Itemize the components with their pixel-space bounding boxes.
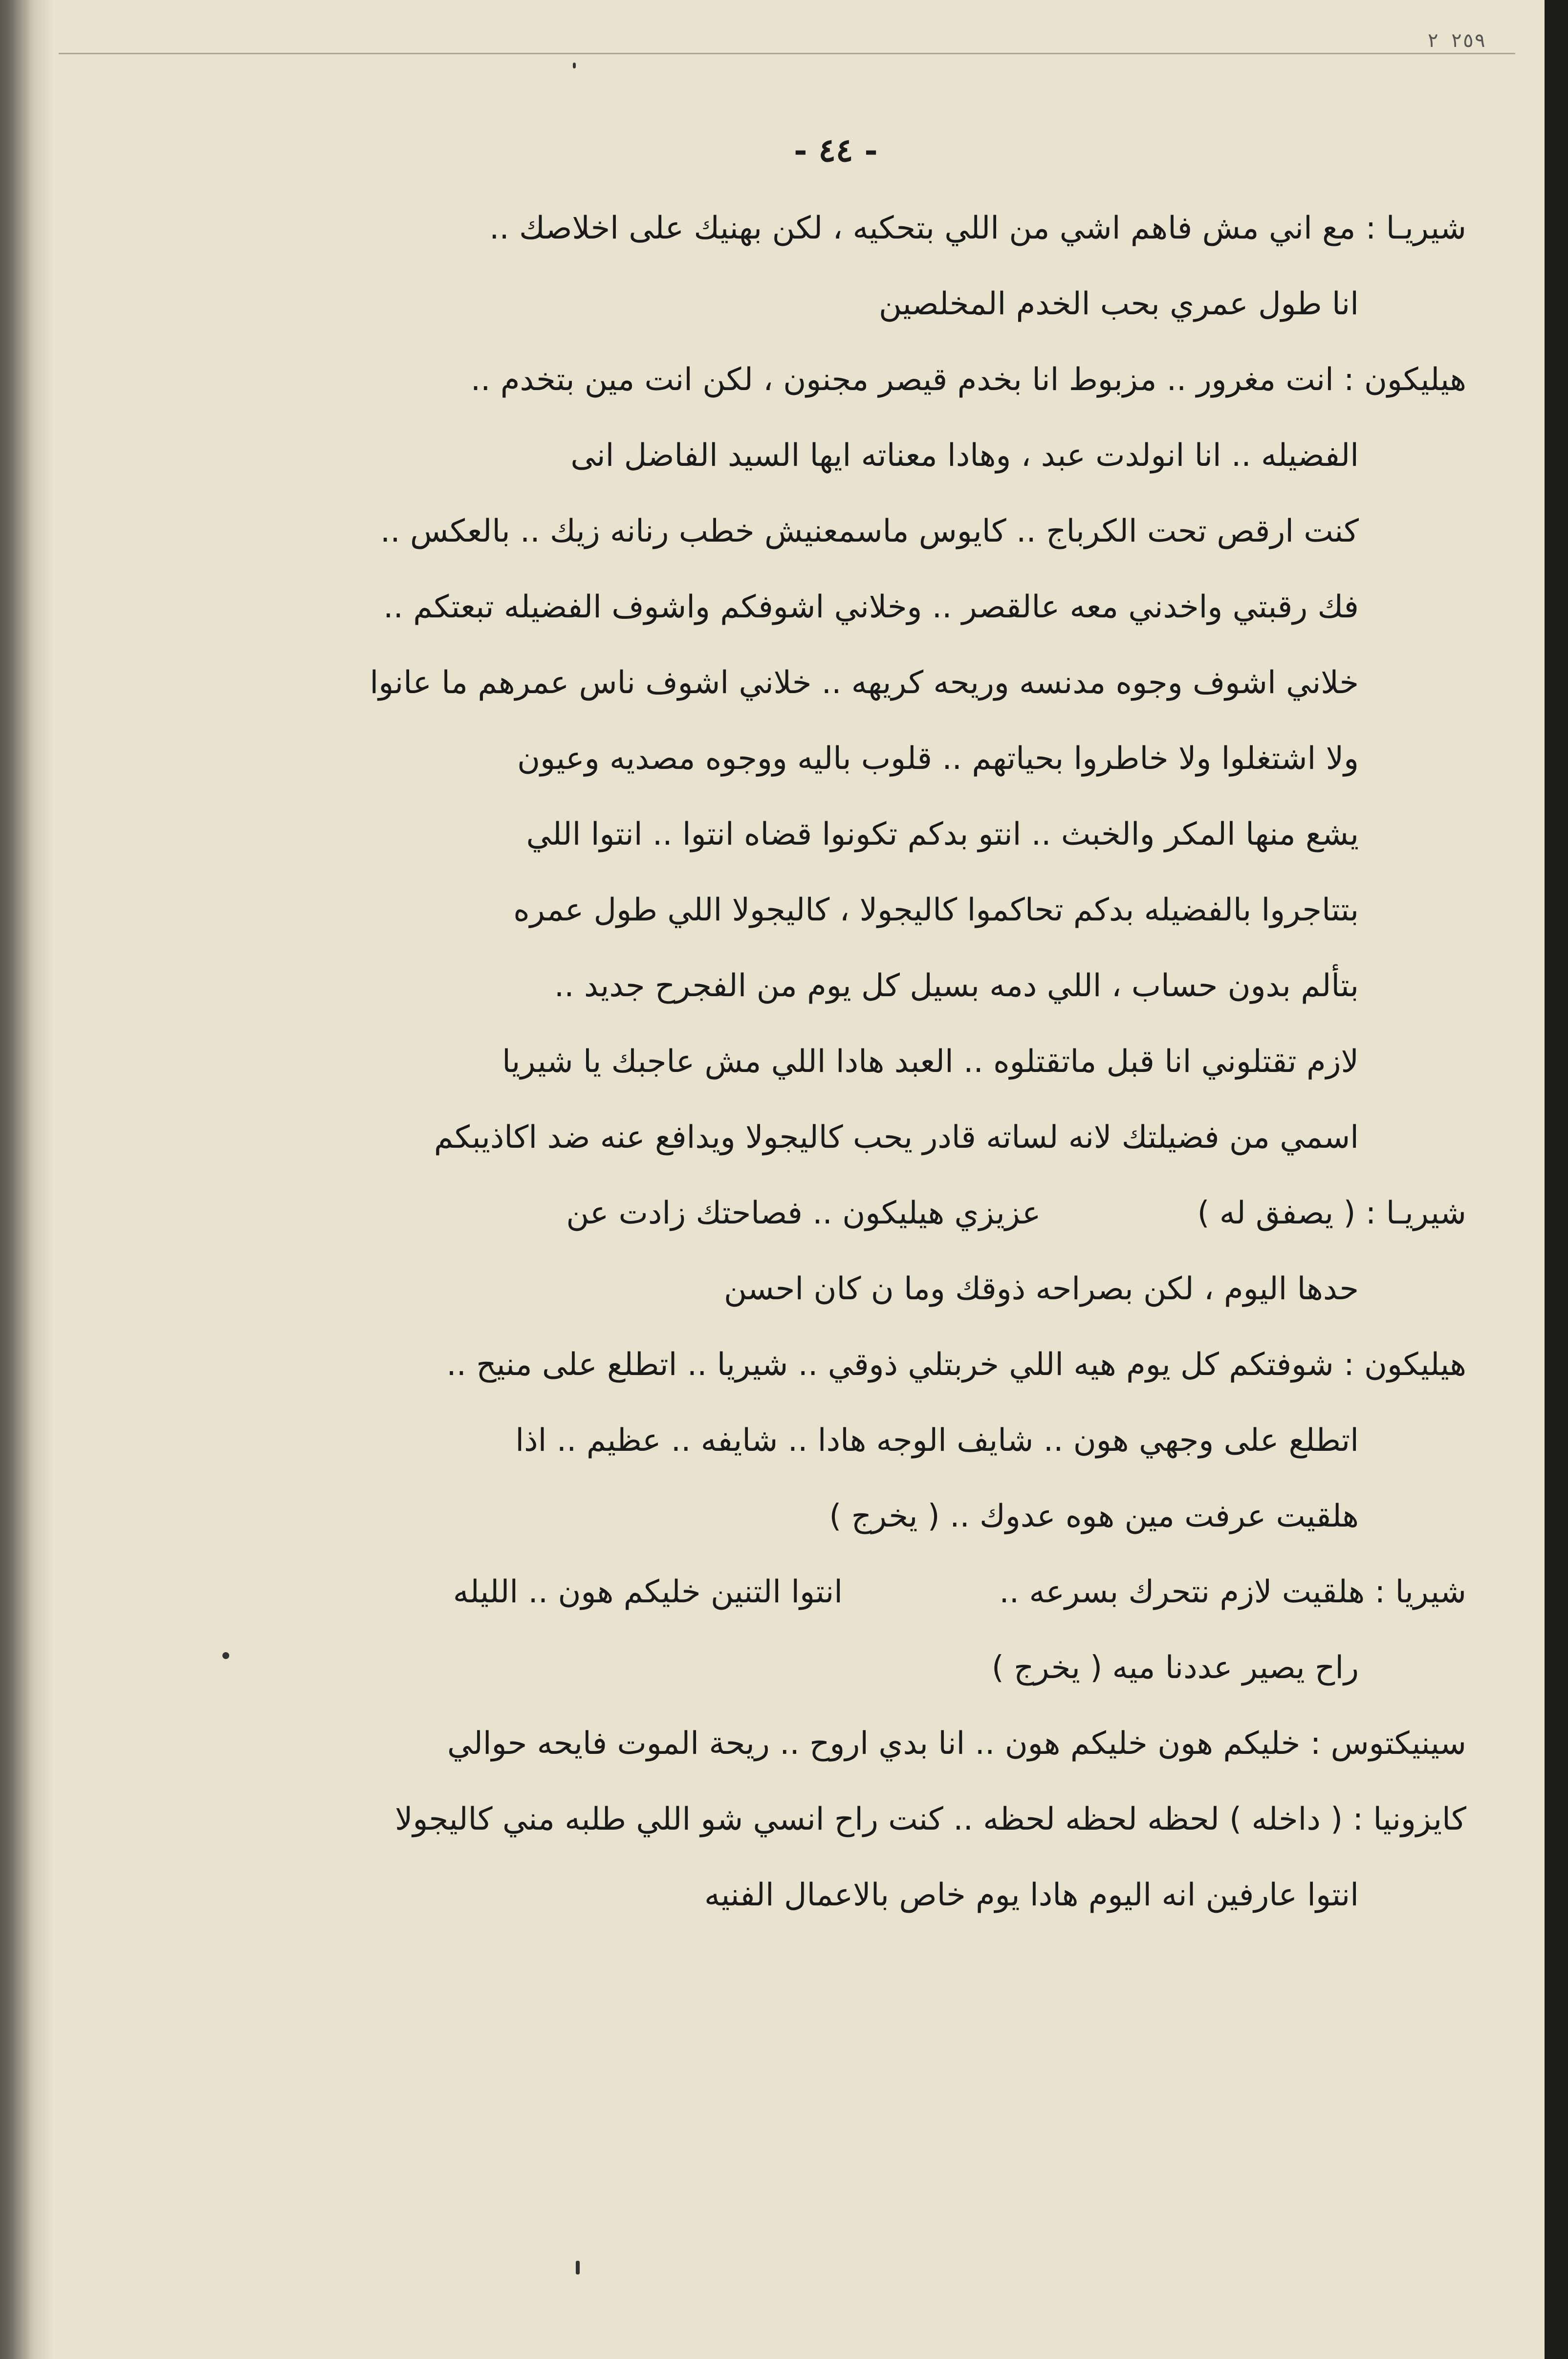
text-line: يشع منها المكر والخبث .. انتو بدكم تكونوا قضاه انتوا .. انتوا اللي: [526, 816, 1359, 852]
text-line: لازم تقتلوني انا قبل ماتقتلوه .. العبد هادا اللي مش عاجبك يا شيريا: [502, 1044, 1359, 1080]
text-line: اسمي من فضيلتك لانه لساته قادر يحب كاليجولا ويدافع عنه ضد اكاذيبكم: [434, 1119, 1359, 1156]
text-line: هلقيت عرفت مين هوه عدوك .. ( يخرج ): [829, 1498, 1359, 1534]
text-line: خلاني اشوف وجوه مدنسه وريحه كريهه .. خلاني اشوف ناس عمرهم ما عانوا: [370, 665, 1359, 701]
dialogue: انتوا التنين خليكم هون .. الليله: [453, 1574, 843, 1610]
text-line: اتطلع على وجهي هون .. شايف الوجه هادا .. شايفه .. عظيم .. اذا: [515, 1422, 1359, 1459]
text-line-split: [186, 1176, 1466, 1251]
text-line: ولا اشتغلوا ولا خاطروا بحياتهم .. قلوب باليه ووجوه مصديه وعيون: [517, 741, 1359, 777]
text-line: راح يصير عددنا ميه ( يخرج ): [991, 1650, 1359, 1686]
top-edge-line: [59, 53, 1515, 54]
script-text: [186, 191, 1466, 1933]
text-line-split: [186, 1554, 1466, 1630]
ink-speck: [573, 63, 576, 68]
speaker-cue: شيريـا : ( يصفق له ): [1197, 1195, 1466, 1231]
text-line: انا طول عمري بحب الخدم المخلصين: [879, 286, 1359, 322]
text-line: هيليكون : شوفتكم كل يوم هيه اللي خربتلي ذوقي .. شيريا .. اتطلع على منيح ..: [446, 1347, 1466, 1383]
text-line: انتوا عارفين انه اليوم هادا يوم خاص بالاعمال الفنيه: [704, 1877, 1359, 1913]
text-line: بتألم بدون حساب ، اللي دمه بسيل كل يوم من الفجرح جديد ..: [554, 968, 1359, 1004]
speaker-cue: شيريا : هلقيت لازم نتحرك بسرعه ..: [999, 1574, 1466, 1610]
text-line: بتتاجروا بالفضيله بدكم تحاكموا كاليجولا ، كاليجولا اللي طول عمره: [513, 892, 1359, 928]
edge-label: ٢٥٩ ٢: [1427, 29, 1486, 52]
binding-shadow: [0, 0, 54, 2359]
ink-speck: [222, 1652, 229, 1659]
text-line: الفضيله .. انا انولدت عبد ، وهادا معناته ايها السيد الفاضل انى: [570, 437, 1359, 474]
text-line: فك رقبتي واخدني معه عالقصر .. وخلاني اشوفكم واشوف الفضيله تبعتكم ..: [383, 589, 1359, 625]
ink-speck: [576, 2261, 580, 2274]
text-line: شيريـا : مع اني مش فاهم اشي من اللي بتحكيه ، لكن بهنيك على اخلاصك ..: [489, 210, 1466, 246]
text-line: كنت ارقص تحت الكرباج .. كايوس ماسمعنيش خطب رنانه زيك .. بالعكس ..: [380, 513, 1359, 549]
text-line: هيليكون : انت مغرور .. مزبوط انا بخدم قيصر مجنون ، لكن انت مين بتخدم ..: [470, 362, 1466, 398]
page-number: - ٤٤ -: [794, 131, 878, 169]
dialogue: عزيزي هيليكون .. فصاحتك زادت عن: [566, 1195, 1041, 1231]
text-line: سينيكتوس : خليكم هون خليكم هون .. انا بدي اروح .. ريحة الموت فايحه حوالي: [447, 1726, 1466, 1762]
text-line: حدها اليوم ، لكن بصراحه ذوقك وما ن كان احسن: [723, 1271, 1359, 1307]
text-line: كايزونيا : ( داخله ) لحظه لحظه لحظه .. كنت راح انسي شو اللي طلبه مني كاليجولا: [394, 1801, 1466, 1837]
